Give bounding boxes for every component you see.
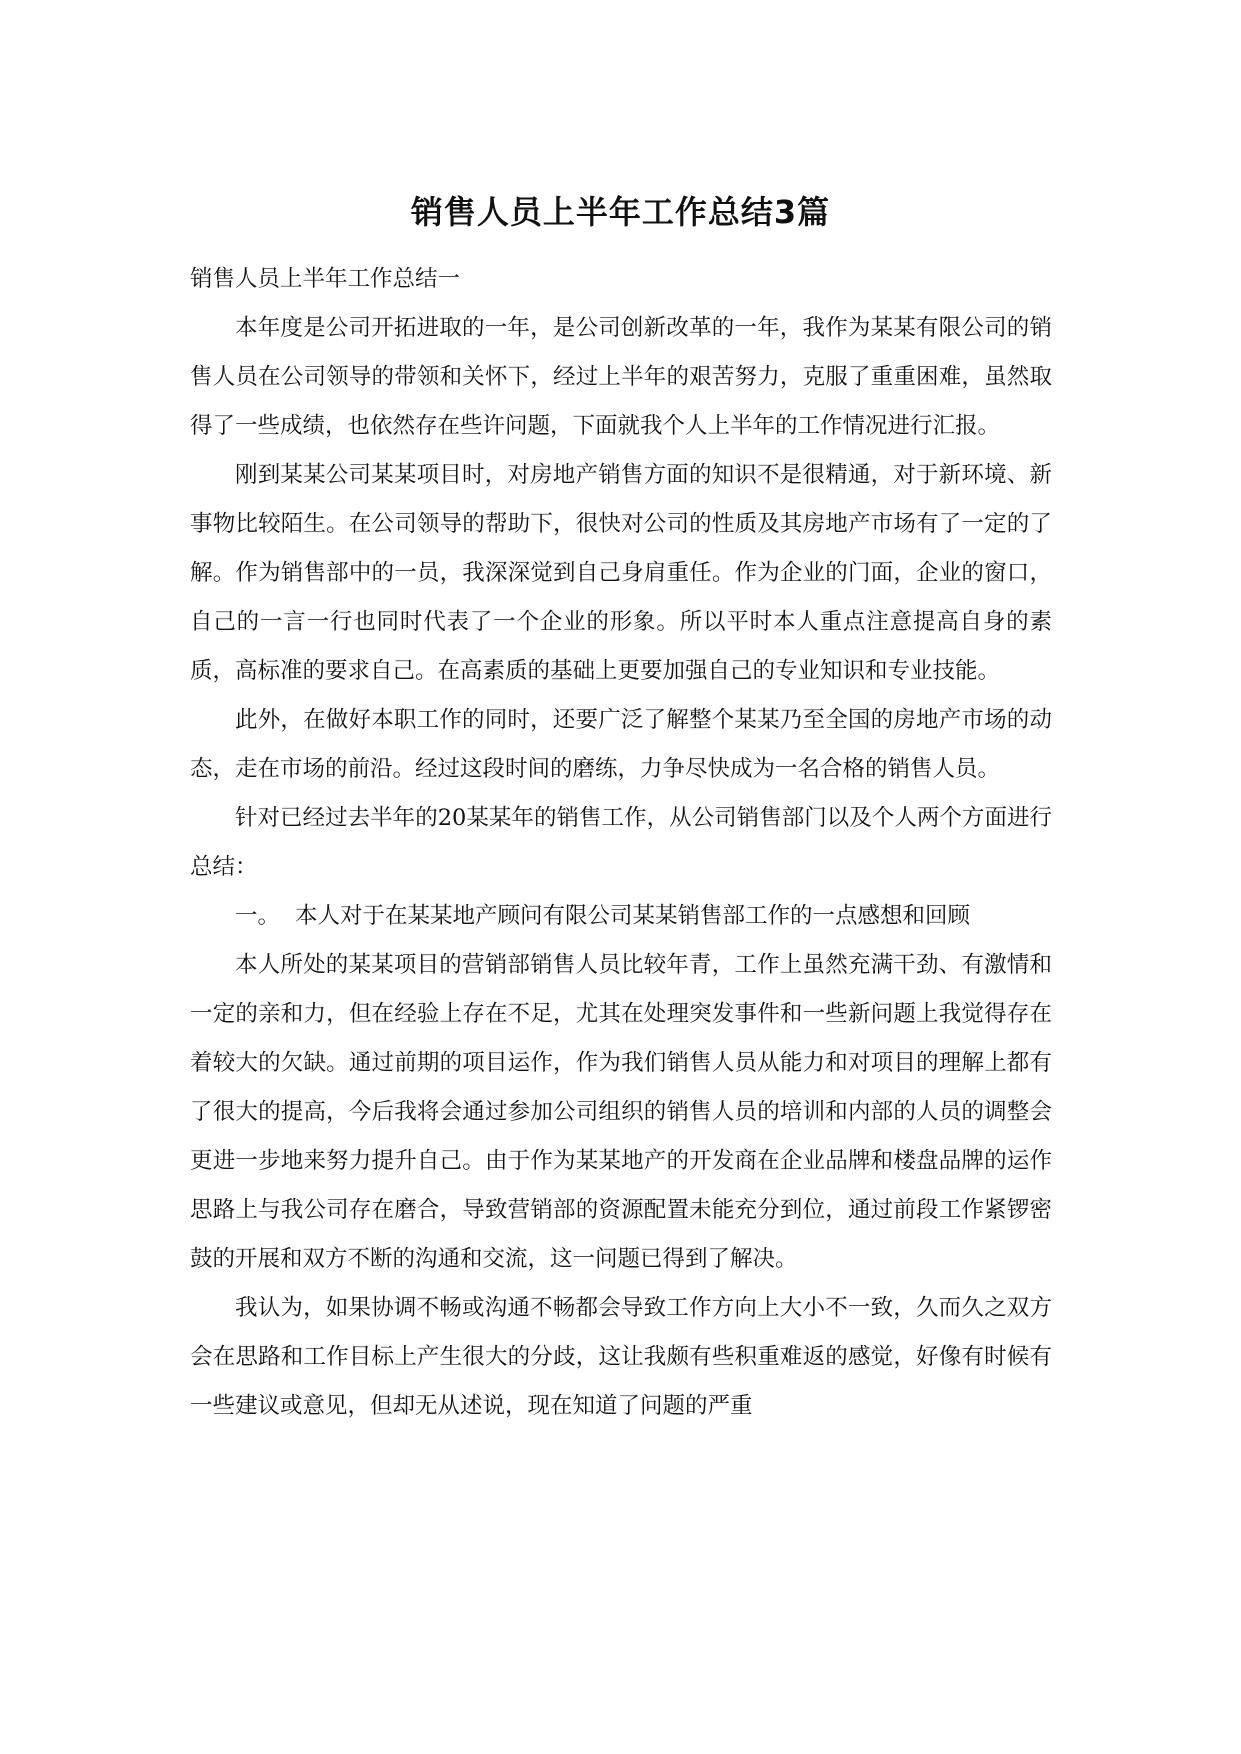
paragraph-4: 针对已经过去半年的20某某年的销售工作，从公司销售部门以及个人两个方面进行总结：: [190, 805, 1052, 880]
paragraph-5: 本人所处的某某项目的营销部销售人员比较年青，工作上虽然充满干劲、有激情和一定的亲和力，但在经验上存在不足，尤其在处理突发事件和一些新问题上我觉得存在着较大的欠缺。通过前期的项目运作，作为我们销售人员从能力和对项目的理解上都有了很大的提高，今后我将会通过参加公司组织的销售人员的培训和内部的人员的调整会更进一步地来努力提升自己。由于作为某某地产的开发商在企业品牌和楼盘品牌的运作思路上与我公司存在磨合，导致营销部的资源配置未能充分到位，通过前段工作紧锣密鼓的开展和双方不断的沟通和交流，这一问题已得到了解决。: [190, 952, 1052, 1272]
document-title: 销售人员上半年工作总结3篇: [410, 193, 831, 231]
enum-number: 一。: [235, 903, 281, 929]
paragraph-6: 我认为，如果协调不畅或沟通不畅都会导致工作方向上大小不一致，久而久之双方会在思路和工作目标上产生很大的分歧，这让我颇有些积重难返的感觉，好像有时候有一些建议或意见，但却无从述说，现在知道了问题的严重: [190, 1295, 1052, 1419]
paragraph-2: 刚到某某公司某某项目时，对房地产销售方面的知识不是很精通，对于新环境、新事物比较陌生。在公司领导的帮助下，很快对公司的性质及其房地产市场有了一定的了解。作为销售部中的一员，我深深觉到自己身肩重任。作为企业的门面，企业的窗口，自己的一言一行也同时代表了一个企业的形象。所以平时本人重点注意提高自身的素质，高标准的要求自己。在高素质的基础上更要加强自己的专业知识和专业技能。: [190, 462, 1052, 684]
enum-text: 本人对于在某某地产顾问有限公司某某销售部工作的一点感想和回顾: [295, 903, 971, 929]
section-subheading: 销售人员上半年工作总结一: [190, 266, 461, 292]
paragraph-1: 本年度是公司开拓进取的一年，是公司创新改革的一年，我作为某某有限公司的销售人员在公司领导的带领和关怀下，经过上半年的艰苦努力，克服了重重困难，虽然取得了一些成绩，也依然存在些许问题，下面就我个人上半年的工作情况进行汇报。: [190, 315, 1052, 439]
enumerated-heading: [190, 892, 1052, 941]
paragraph-3: 此外，在做好本职工作的同时，还要广泛了解整个某某乃至全国的房地产市场的动态，走在市场的前沿。经过这段时间的磨练，力争尽快成为一名合格的销售人员。: [190, 707, 1052, 782]
document-body: [190, 255, 1052, 1431]
